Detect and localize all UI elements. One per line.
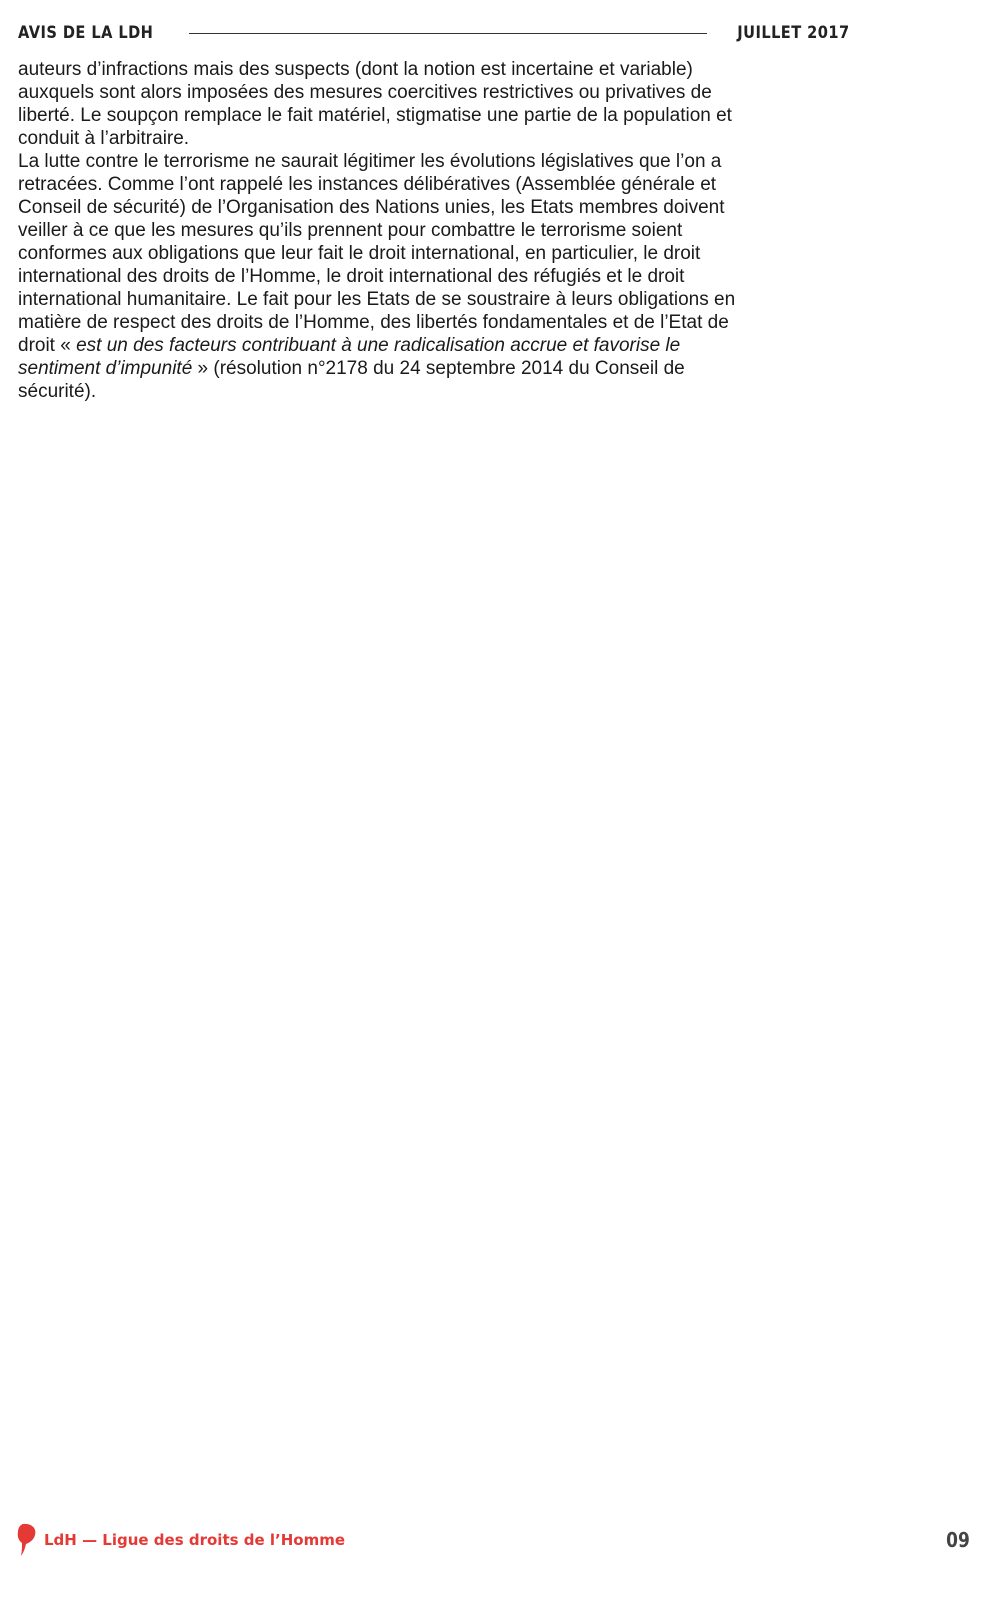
paragraph	[18, 150, 738, 403]
body-text	[18, 58, 738, 403]
header-date: JUILLET 2017	[737, 23, 850, 43]
footer-brand: LdH — Ligue des droits de l’Homme	[44, 1531, 346, 1549]
quotation: est un des facteurs contribuant à une radicalisation accrue et favorise le sentiment d’impunité	[18, 335, 681, 379]
ldh-logo-icon	[16, 1522, 38, 1558]
paragraph-text: » (résolution n°2178 du 24 septembre 2014 du Conseil de sécurité).	[18, 358, 685, 402]
page-number: 09	[946, 1528, 970, 1552]
paragraph-text: La lutte contre le terrorisme ne saurait légitimer les évolutions législatives que l’on a retracées. Comme l’ont rappelé les instances délibératives (Assemblée générale et Conseil de sécurité) de l’Organisation des Nations unies, les Etats membres doivent veiller à ce que les mesures qu’ils prennent pour combattre le terrorisme soient conformes aux obligations que leur fait le droit international, en particulier, le droit international des droits de l’Homme, le droit international des réfugiés et le droit international humanitaire. Le fait pour les Etats de se soustraire à leurs obligations en matière de respect des droits de l’Homme, des libertés fondamentales et de l’Etat de droit «	[18, 151, 736, 356]
header-rule	[189, 33, 707, 34]
page-header	[18, 20, 850, 46]
paragraph: auteurs d’infractions mais des suspects (dont la notion est incertaine et variable) auxquels sont alors imposées des mesures coercitives restrictives ou privatives de liberté. Le soupçon remplace le fait matériel, stigmatise une partie de la population et conduit à l’arbitraire.	[18, 59, 732, 149]
page-footer	[16, 1520, 970, 1560]
header-title: AVIS DE LA LDH	[18, 23, 154, 43]
